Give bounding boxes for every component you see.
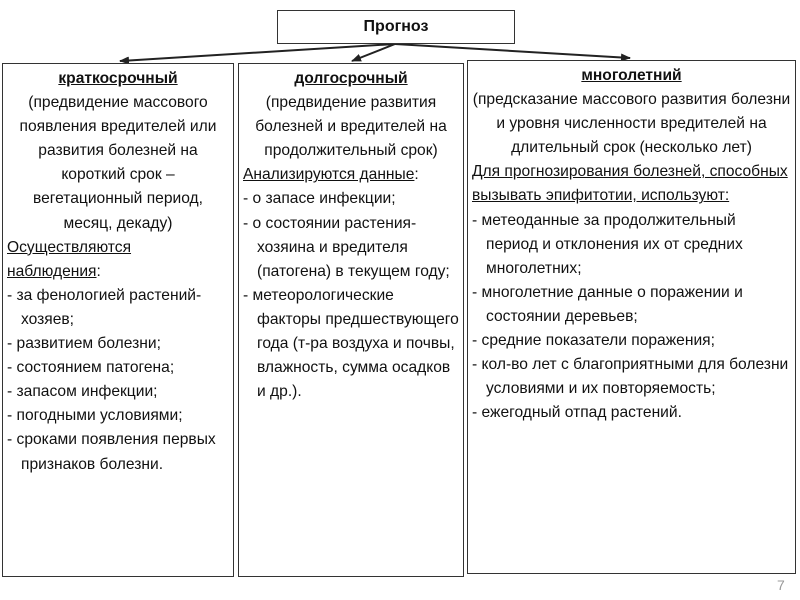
short-term-heading [7, 236, 229, 284]
long-term-item: - о состоянии растения-хозяина и вредителя (патогена) в текущем году; [243, 214, 450, 280]
short-term-column [2, 63, 234, 577]
short-term-item: - состоянием патогена; [7, 359, 175, 377]
arrow-short-term [120, 44, 395, 61]
long-term-item: - метеорологические факторы предшествующего года (т-ра воздуха и почвы, влажность, сумма осадков и др.). [243, 286, 459, 401]
short-term-item: - за фенологией растений-хозяев; [7, 286, 202, 328]
multi-year-description: (предсказание массового развития болезни и уровня численности вредителей на длительный срок (несколько лет) [472, 91, 791, 157]
multi-year-heading [472, 160, 791, 208]
long-term-heading-text: Анализируются данные [243, 166, 415, 184]
short-term-item: - запасом инфекции; [7, 383, 158, 401]
forecast-root-box [277, 10, 515, 44]
page-number: 7 [777, 577, 785, 593]
multi-year-title: многолетний [581, 67, 682, 84]
short-term-heading-suffix: : [96, 262, 101, 280]
short-term-description: (предвидение массового появления вредителей или развития болезней на короткий срок – вегетационный период, месяц, декаду) [19, 94, 217, 232]
multi-year-heading-text: Для прогнозирования болезней, способных вызывать эпифитотии, используют: [472, 163, 788, 205]
long-term-description: (предвидение развития болезней и вредителей на продолжительный срок) [255, 94, 447, 160]
forecast-root-label: Прогноз [363, 18, 429, 35]
short-term-item: - развитием болезни; [7, 335, 161, 353]
long-term-heading [243, 163, 459, 187]
long-term-title: долгосрочный [294, 70, 408, 87]
multi-year-item: - метеоданные за продолжительный период и отклонения их от средних многолетних; [472, 211, 743, 277]
short-term-item: - сроками появления первых признаков болезни. [7, 431, 216, 473]
arrow-multi-year [395, 44, 630, 58]
multi-year-item: - ежегодный отпад растений. [472, 404, 682, 422]
long-term-heading-suffix: : [414, 166, 419, 184]
short-term-item: - погодными условиями; [7, 407, 183, 425]
short-term-heading-text: Осуществляются наблюдения [7, 238, 132, 280]
long-term-column [238, 63, 464, 577]
multi-year-item: - многолетние данные о поражении и состоянии деревьев; [472, 283, 743, 325]
multi-year-item: - средние показатели поражения; [472, 332, 715, 350]
long-term-item: - о запасе инфекции; [243, 190, 396, 208]
multi-year-column [467, 60, 796, 574]
multi-year-item: - кол-во лет с благоприятными для болезни условиями и их повторяемость; [472, 356, 789, 398]
short-term-title: краткосрочный [58, 70, 178, 87]
